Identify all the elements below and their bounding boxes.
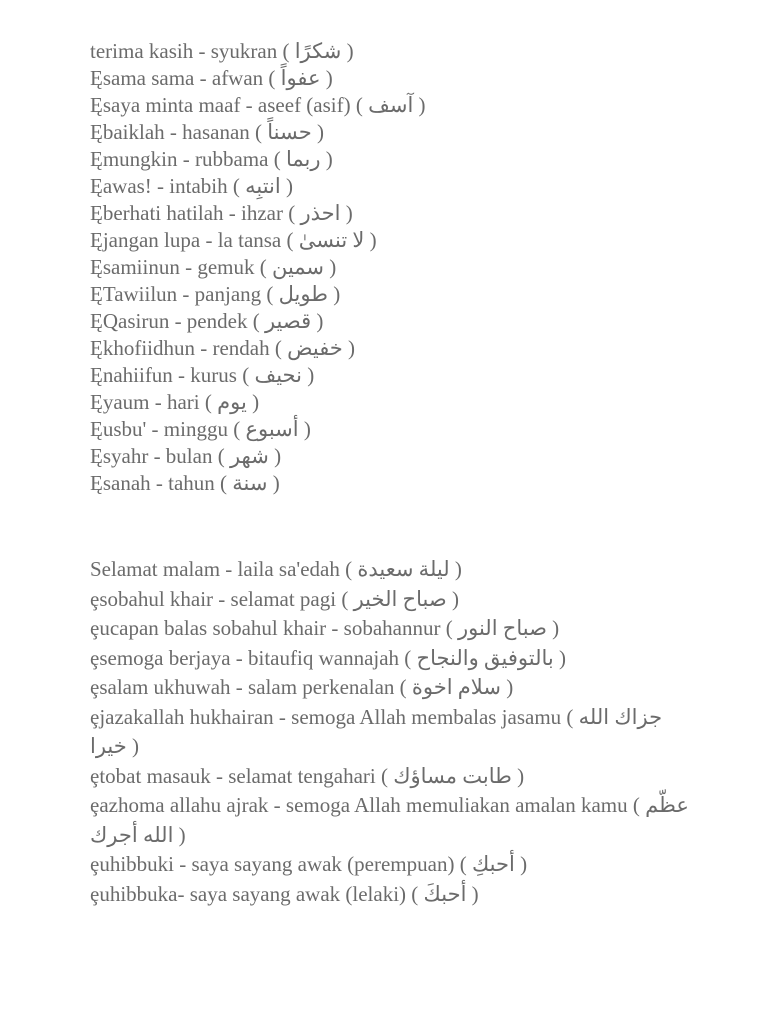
- list-item-text: yaum - hari ( يوم ): [102, 390, 260, 414]
- document-page: [90, 38, 690, 909]
- list-item: [90, 791, 690, 850]
- list-item-text: sobahul khair - selamat pagi ( صباح الخير ): [99, 586, 459, 611]
- list-item-text: semoga berjaya - bitaufiq wannajah ( بالتوفيق والنجاح ): [99, 645, 566, 670]
- bullet-glyph: ȩ: [90, 763, 100, 788]
- bullet-glyph: Ę: [90, 93, 103, 117]
- vocabulary-list-1: [90, 38, 690, 497]
- list-item-text: baiklah - hasanan ( حسناً ): [102, 120, 324, 144]
- list-item: [90, 673, 690, 703]
- bullet-glyph: ȩ: [90, 645, 100, 670]
- bullet-glyph: Ę: [90, 444, 103, 468]
- list-item: [90, 762, 690, 792]
- list-item: [90, 555, 690, 585]
- list-item-text: terima kasih - syukran ( شكرًا ): [90, 39, 354, 63]
- bullet-glyph: Ę: [90, 309, 103, 333]
- list-item-text: sanah - tahun ( سنة ): [102, 471, 280, 495]
- list-item-text: saya minta maaf - aseef (asif) ( آسف ): [102, 93, 426, 117]
- list-item-text: nahiifun - kurus ( نحيف ): [102, 363, 315, 387]
- list-item: [90, 850, 690, 880]
- bullet-glyph: Ę: [90, 147, 103, 171]
- list-item: [90, 703, 690, 762]
- list-item: [90, 173, 690, 200]
- list-item-text: ucapan balas sobahul khair - sobahannur ( صباح النور ): [99, 616, 560, 640]
- list-item-text: tobat masauk - selamat tengahari ( طابت مساؤك ): [99, 763, 525, 788]
- list-item-text: Selamat malam - laila sa'edah ( ليلة سعيدة ): [90, 557, 462, 581]
- list-item: [90, 227, 690, 254]
- list-item-text: samiinun - gemuk ( سمين ): [102, 255, 337, 279]
- list-item-text: Tawiilun - panjang ( طويل ): [102, 282, 341, 306]
- list-item: [90, 146, 690, 173]
- list-item: [90, 281, 690, 308]
- bullet-glyph: Ę: [90, 228, 103, 252]
- bullet-glyph: Ę: [90, 471, 103, 495]
- bullet-glyph: Ę: [90, 201, 103, 225]
- list-item-text: uhibbuki - saya sayang awak (perempuan) ( أحبكِ ): [99, 852, 528, 876]
- bullet-glyph: Ę: [90, 390, 103, 414]
- bullet-glyph: Ę: [90, 66, 103, 90]
- list-item: [90, 389, 690, 416]
- list-item: [90, 614, 690, 644]
- list-item: [90, 65, 690, 92]
- bullet-glyph: ȩ: [90, 704, 100, 729]
- list-item: [90, 644, 690, 674]
- list-item: [90, 92, 690, 119]
- section-spacer: [90, 497, 690, 555]
- bullet-glyph: Ę: [90, 174, 103, 198]
- bullet-glyph: ȩ: [90, 852, 100, 876]
- bullet-glyph: Ę: [90, 363, 103, 387]
- bullet-glyph: Ę: [90, 417, 103, 441]
- list-item-text: awas! - intabih ( انتبِه ): [102, 174, 293, 198]
- list-item-text: uhibbuka- saya sayang awak (lelaki) ( أحبكَ ): [99, 881, 479, 906]
- bullet-glyph: Ę: [90, 120, 103, 144]
- list-item: [90, 308, 690, 335]
- list-item: [90, 880, 690, 910]
- list-item: [90, 119, 690, 146]
- bullet-glyph: ȩ: [90, 793, 100, 817]
- list-item-text: jangan lupa - la tansa ( لا تنسىٰ ): [102, 228, 377, 252]
- list-item: [90, 443, 690, 470]
- bullet-glyph: ȩ: [90, 675, 100, 699]
- list-item: [90, 470, 690, 497]
- bullet-glyph: Ę: [90, 336, 103, 360]
- list-item: [90, 200, 690, 227]
- list-item-text: salam ukhuwah - salam perkenalan ( سلام اخوة ): [99, 675, 514, 699]
- list-item-text: khofiidhun - rendah ( خفيض ): [102, 336, 356, 360]
- list-item-text: syahr - bulan ( شهر ): [102, 444, 282, 468]
- list-item-text: sama sama - afwan ( عفواً ): [102, 66, 333, 90]
- list-item-text: usbu' - minggu ( أسبوع ): [102, 417, 311, 441]
- list-item-text: Qasirun - pendek ( قصير ): [102, 309, 324, 333]
- bullet-glyph: Ę: [90, 282, 103, 306]
- list-item: [90, 416, 690, 443]
- list-item: [90, 254, 690, 281]
- bullet-glyph: Ę: [90, 255, 103, 279]
- list-item: [90, 335, 690, 362]
- list-item: [90, 362, 690, 389]
- bullet-glyph: ȩ: [90, 616, 100, 640]
- bullet-glyph: ȩ: [90, 586, 100, 611]
- list-item-text: azhoma allahu ajrak - semoga Allah memuliakan amalan kamu ( عظّم الله أجرك ): [90, 793, 689, 847]
- list-item-text: mungkin - rubbama ( ربما ): [102, 147, 333, 171]
- bullet-glyph: ȩ: [90, 881, 100, 906]
- greetings-list-2: [90, 555, 690, 909]
- list-item: [90, 585, 690, 615]
- list-item-text: jazakallah hukhairan - semoga Allah membalas jasamu ( جزاك الله خيرا ): [90, 704, 663, 758]
- list-item-text: berhati hatilah - ihzar ( احذر ): [102, 201, 353, 225]
- list-item: [90, 38, 690, 65]
